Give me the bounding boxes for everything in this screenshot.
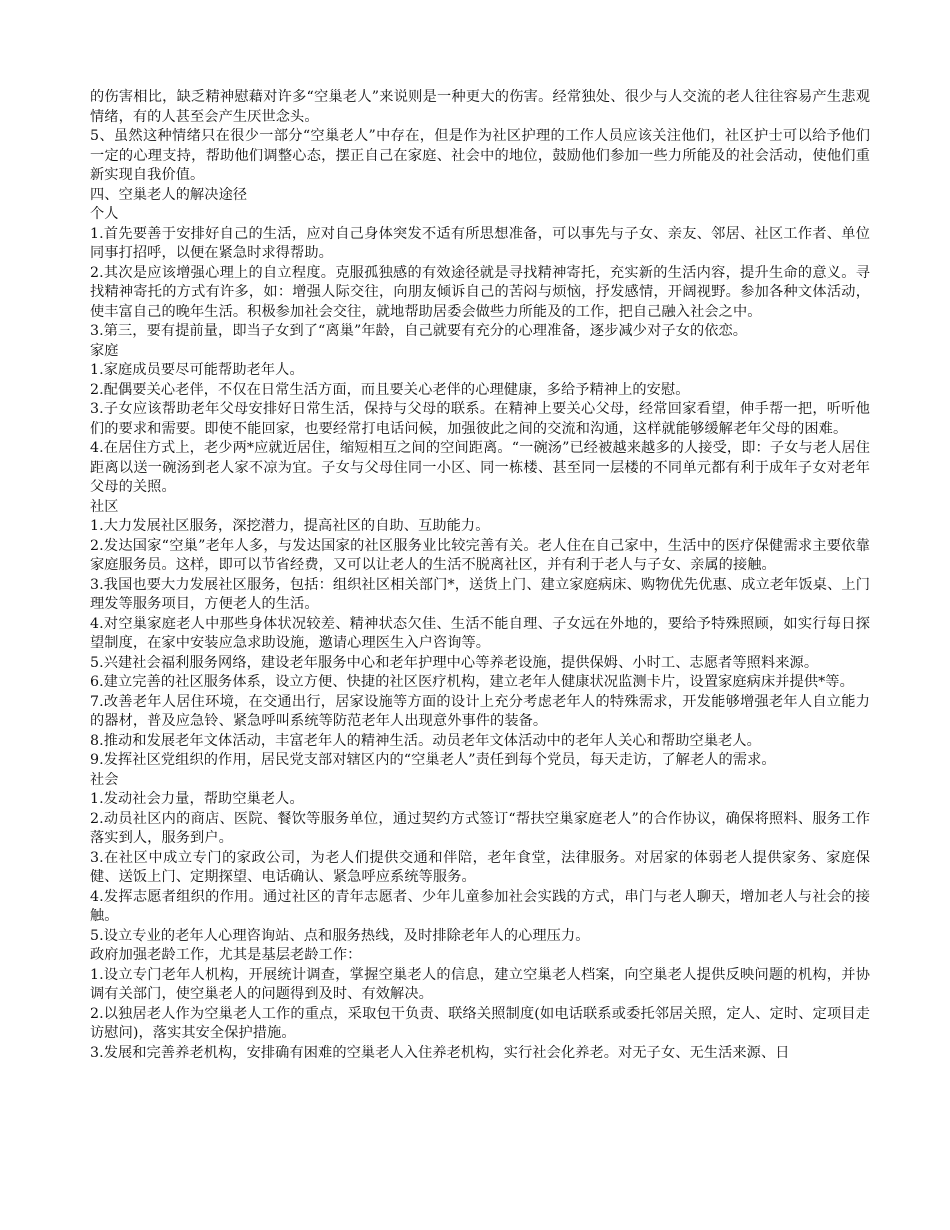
paragraph: 2.其次是应该增强心理上的自立程度。克服孤独感的有效途径就是寻找精神寄托，充实新的生活内容，提升生命的意义。寻找精神寄托的方式有许多，如：增强人际交往，向朋友倾诉自己的苦闷与烦恼，抒发感情，开阔视野。参加各种文体活动，使丰富自己的晚年生活。积极参加社会交往，就地帮助居委会做些力所能及的工作，把自己融入社会之中。 (90, 264, 870, 320)
paragraph: 4.发挥志愿者组织的作用。通过社区的青年志愿者、少年儿童参加社会实践的方式，串门与老人聊天，增加老人与社会的接触。 (90, 888, 870, 924)
paragraph: 8.推动和发展老年文体活动，丰富老年人的精神生活。动员老年文体活动中的老年人关心和帮助空巢老人。 (90, 732, 761, 749)
section-heading: 社区 (90, 498, 119, 515)
paragraph: 4.在居住方式上，老少两*应就近居住，缩短相互之间的空间距离。“一碗汤”已经被越来越多的人接受，即：子女与老人居住距离以送一碗汤到老人家不凉为宜。子女与父母住同一小区、同一栋楼、甚至同一层楼的不同单元都有利于成年子女对老年父母的关照。 (90, 440, 870, 495)
paragraph: 2.配偶要关心老伴，不仅在日常生活方面，而且要关心老伴的心理健康，多给予精神上的安慰。 (90, 381, 690, 398)
paragraph: 1.发动社会力量，帮助空巢老人。 (90, 791, 304, 807)
section-heading: 家庭 (90, 342, 119, 359)
paragraph: 1.家庭成员要尽可能帮助老年人。 (90, 362, 304, 378)
paragraph: 5、虽然这种情绪只在很少一部分“空巢老人”中存在，但是作为社区护理的工作人员应该关注他们，社区护士可以给予他们一定的心理支持，帮助他们调整心态，摆正自己在家庭、社会中的地位，鼓励他们参加一些力所能及的社会活动，使他们重新实现自我价值。 (90, 128, 870, 183)
paragraph: 7.改善老年人居住环境，在交通出行，居家设施等方面的设计上充分考虑老年人的特殊需求，开发能够增强老年人自立能力的器材，普及应急铃、紧急呼叫系统等防范老年人出现意外事件的装备。 (90, 693, 870, 729)
paragraph: 2.发达国家“空巢”老年人多，与发达国家的社区服务业比较完善有关。老人住在自己家中，生活中的医疗保健需求主要依靠家庭服务员。这样，即可以节省经费，又可以让老人的生活不脱离社区，并有利于老人与子女、亲属的接触。 (90, 537, 870, 573)
section-heading: 四、空巢老人的解决途径 (90, 186, 248, 203)
section-heading: 社会 (90, 771, 119, 788)
paragraph: 4.对空巢家庭老人中那些身体状况较差、精神状态欠佳、生活不能自理、子女远在外地的，要给予特殊照顾，如实行每日探望制度，在家中安装应急求助设施，邀请心理医生入户咨询等。 (90, 615, 870, 651)
paragraph: 6.建立完善的社区服务体系，设立方便、快捷的社区医疗机构，建立老年人健康状况监测卡片，设置家庭病床并提供*等。 (90, 674, 854, 690)
paragraph: 1.大力发展社区服务，深挖潜力，提高社区的自助、互助能力。 (90, 518, 490, 534)
paragraph: 3.子女应该帮助老年父母安排好日常生活，保持与父母的联系。在精神上要关心父母，经常回家看望，伸手帮一把，听听他们的要求和需要。即使不能回家，也要经常打电话问候，加强彼此之间的交流和沟通，这样就能够缓解老年父母的困难。 (90, 401, 870, 437)
section-heading: 个人 (90, 206, 119, 222)
paragraph: 3.我国也要大力发展社区服务，包括：组织社区相关部门*，送货上门、建立家庭病床、购物优先优惠、成立老年饭桌、上门理发等服务项目，方便老人的生活。 (90, 576, 870, 612)
document-body (90, 88, 870, 1063)
section-heading: 政府加强老龄工作，尤其是基层老龄工作： (90, 947, 362, 963)
paragraph: 1.设立专门老年人机构，开展统计调查，掌握空巢老人的信息，建立空巢老人档案，向空巢老人提供反映问题的机构，并协调有关部门，使空巢老人的问题得到及时、有效解决。 (90, 966, 870, 1002)
paragraph: 3.发展和完善养老机构，安排确有困难的空巢老人入住养老机构，实行社会化养老。对无子女、无生活来源、日 (90, 1044, 790, 1061)
paragraph: 3.在社区中成立专门的家政公司，为老人们提供交通和伴陪，老年食堂，法律服务。对居家的体弱老人提供家务、家庭保健、送饭上门、定期探望、电话确认、紧急呼应系统等服务。 (90, 849, 870, 885)
paragraph: 的伤害相比，缺乏精神慰藉对许多“空巢老人”来说则是一种更大的伤害。经常独处、很少与人交流的老人往往容易产生悲观情绪，有的人甚至会产生厌世念头。 (90, 89, 870, 125)
paragraph: 2.动员社区内的商店、医院、餐饮等服务单位，通过契约方式签订“帮扶空巢家庭老人”的合作协议，确保将照料、服务工作落实到人，服务到户。 (90, 810, 870, 846)
paragraph: 1.首先要善于安排好自己的生活，应对自己身体突发不适有所思想准备，可以事先与子女、亲友、邻居、社区工作者、单位同事打招呼，以便在紧急时求得帮助。 (90, 225, 870, 261)
paragraph: 3.第三，要有提前量，即当子女到了“离巢”年龄，自己就要有充分的心理准备，逐步减少对子女的依恋。 (90, 323, 748, 339)
paragraph: 9.发挥社区党组织的作用，居民党支部对辖区内的“空巢老人”责任到每个党员，每天走访，了解老人的需求。 (90, 752, 776, 768)
paragraph: 5.设立专业的老年人心理咨询站、点和服务热线，及时排除老年人的心理压力。 (90, 927, 590, 944)
paragraph: 2.以独居老人作为空巢老人工作的重点，采取包干负责、联络关照制度(如电话联系或委托邻居关照，定人、定时、定项目走访慰问)，落实其安全保护措施。 (90, 1005, 870, 1041)
paragraph: 5.兴建社会福利服务网络，建设老年服务中心和老年护理中心等养老设施，提供保姆、小时工、志愿者等照料来源。 (90, 654, 819, 671)
